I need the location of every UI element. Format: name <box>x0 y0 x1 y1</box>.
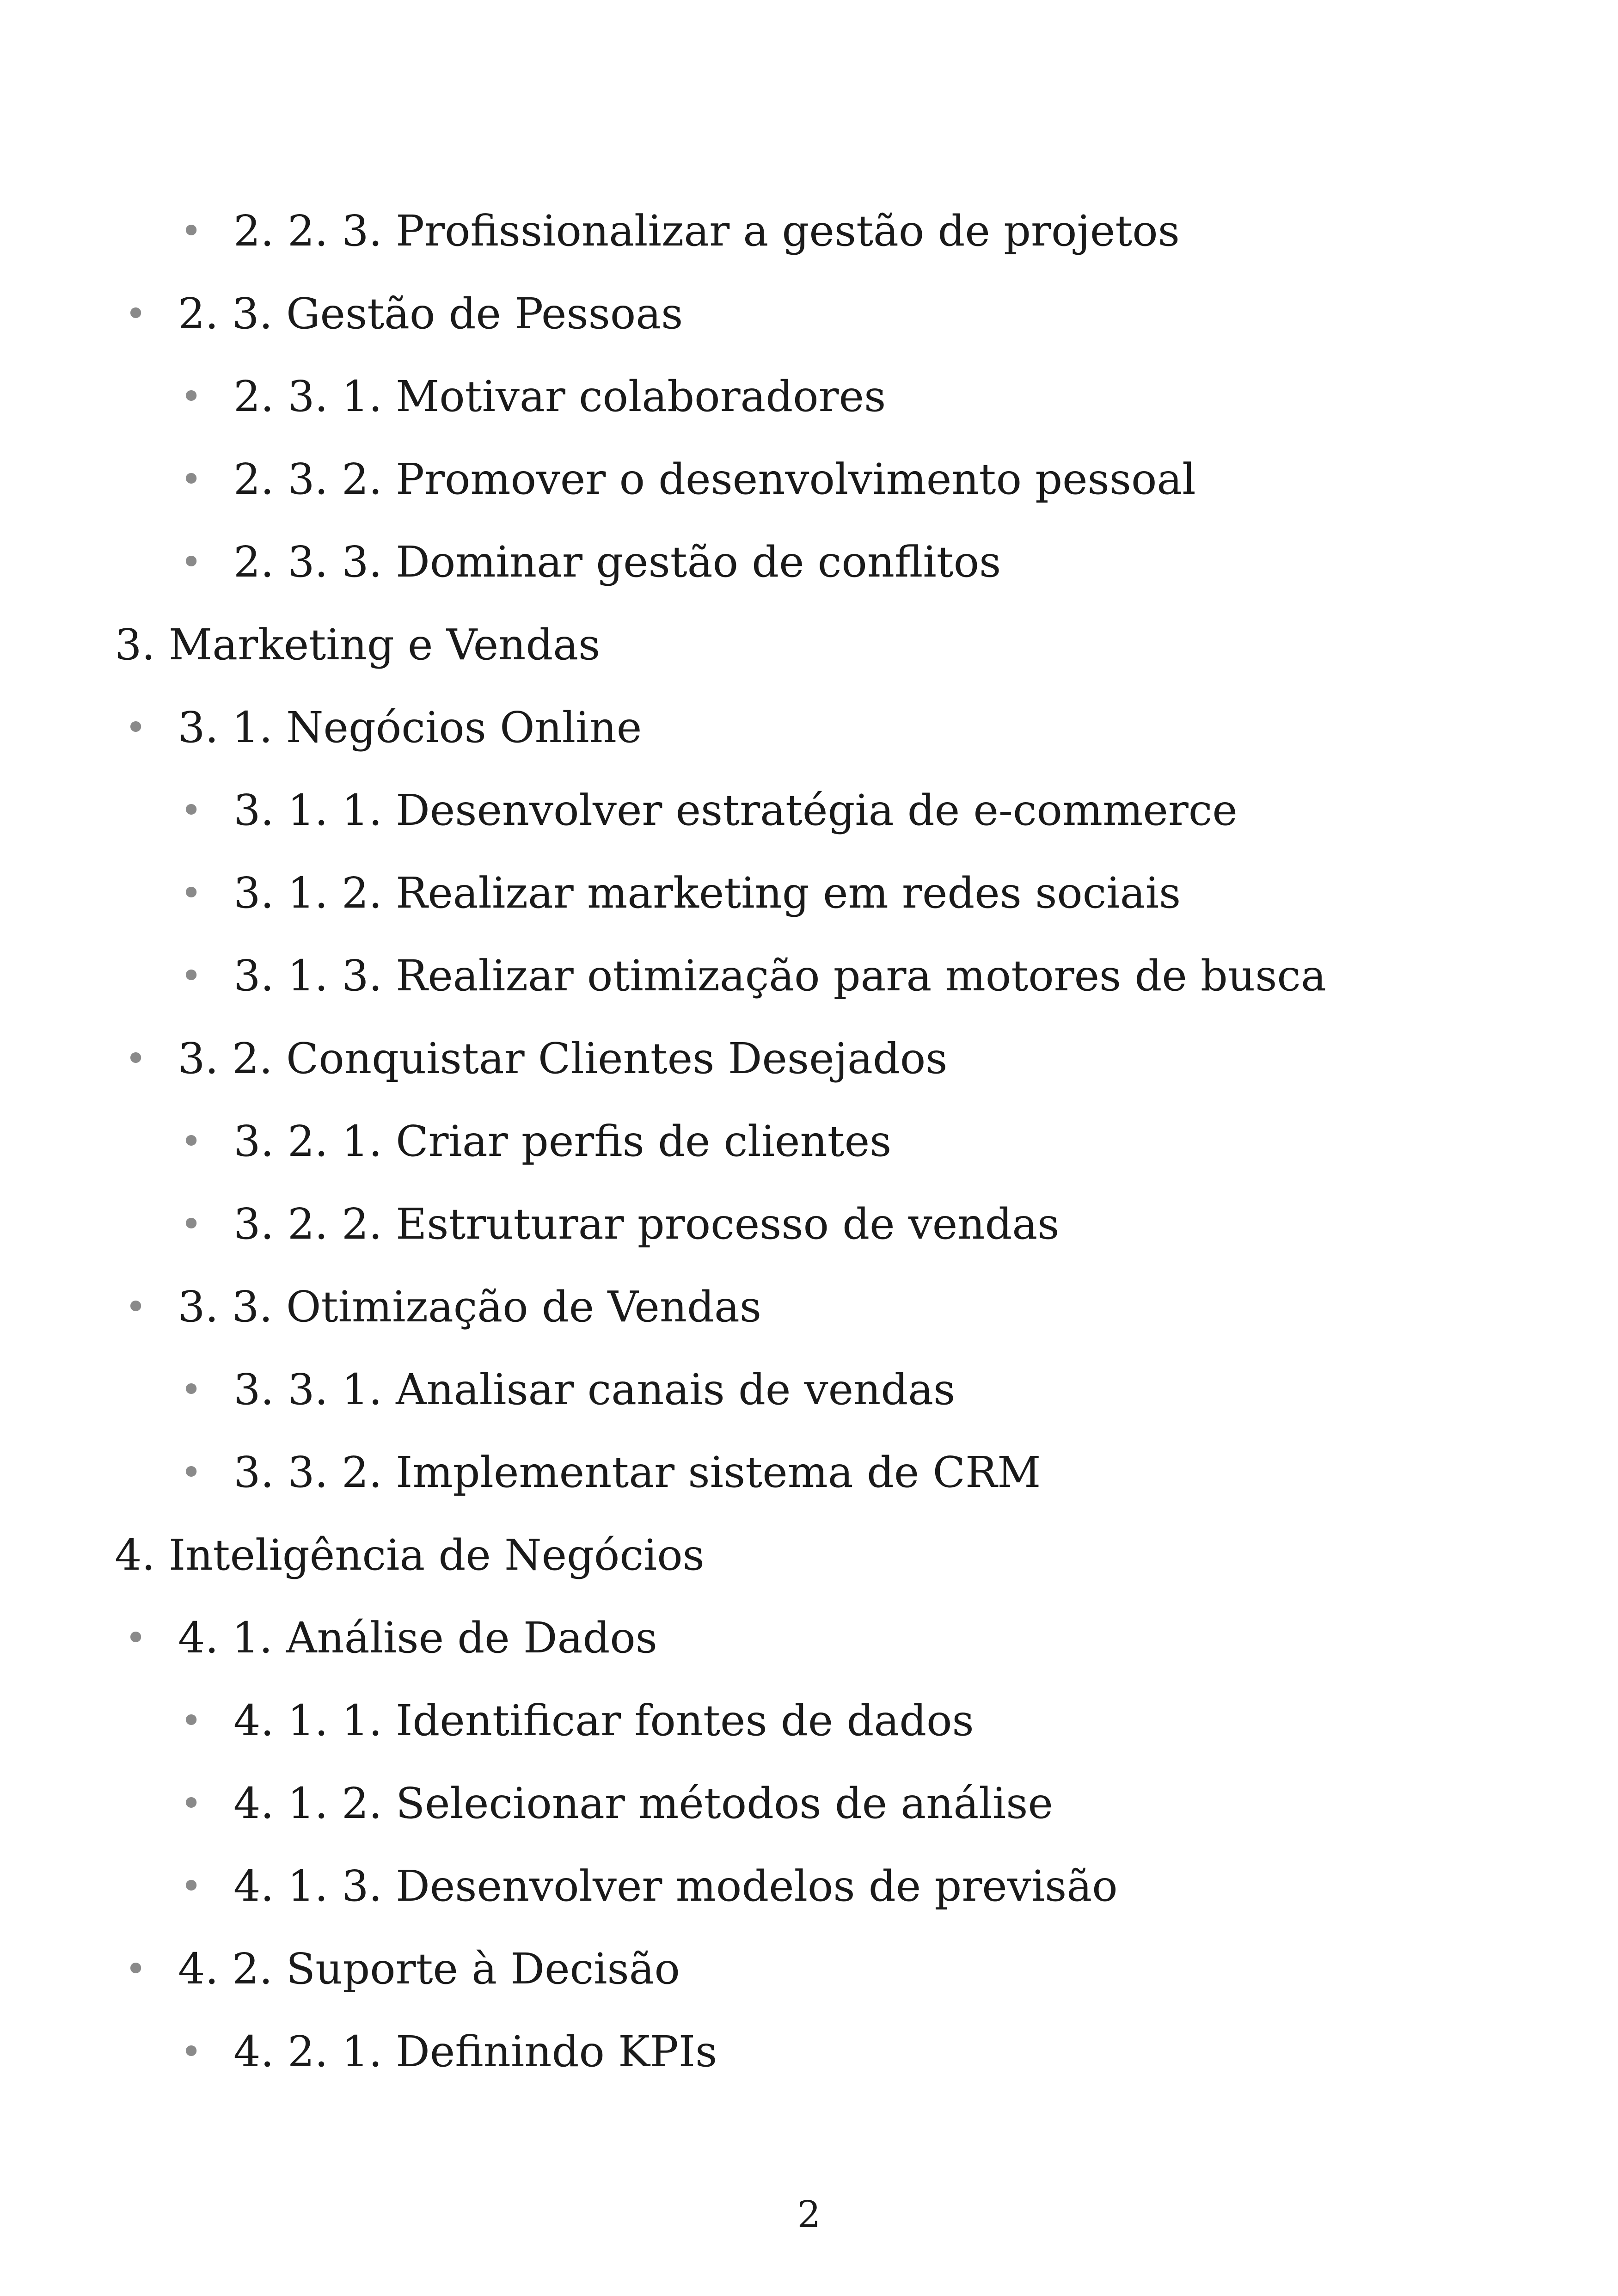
outline-item-text: 3. 3. 2. Implementar sistema de CRM <box>233 1448 1041 1497</box>
outline-item-text: 3. 3. 1. Analisar canais de vendas <box>233 1365 956 1414</box>
bullet-icon: • <box>180 872 202 915</box>
bullet-icon: • <box>180 1203 202 1246</box>
bullet-icon: • <box>125 706 147 749</box>
outline-item <box>180 852 1181 935</box>
bullet-icon: • <box>180 789 202 832</box>
outline-item <box>180 1762 1053 1845</box>
bullet-icon: • <box>180 1368 202 1411</box>
bullet-icon: • <box>180 1782 202 1825</box>
outline-item-text: 3. 3. Otimização de Vendas <box>178 1282 762 1332</box>
outline-item <box>180 521 1001 604</box>
outline-item <box>180 355 886 438</box>
bullet-icon: • <box>180 375 202 418</box>
outline-item-text: 2. 3. 3. Dominar gestão de conflitos <box>233 537 1001 587</box>
outline-item-text: 3. 1. 1. Desenvolver estratégia de e-commerce <box>233 786 1238 835</box>
outline-item <box>180 1679 974 1762</box>
outline-item <box>180 190 1180 273</box>
outline-heading <box>115 1514 705 1597</box>
outline-item <box>180 438 1196 521</box>
bullet-icon: • <box>180 1451 202 1494</box>
outline-item-text: 2. 2. 3. Profissionalizar a gestão de projetos <box>233 206 1180 256</box>
bullet-icon: • <box>180 458 202 501</box>
outline-item-text: 2. 3. 2. Promover o desenvolvimento pessoal <box>233 454 1196 504</box>
bullet-icon: • <box>180 2030 202 2073</box>
outline-item-text: 3. 2. 1. Criar perfis de clientes <box>233 1117 892 1166</box>
outline-item <box>125 686 642 769</box>
bullet-icon: • <box>125 292 147 335</box>
outline-item-text: 2. 3. 1. Motivar colaboradores <box>233 372 886 421</box>
bullet-icon: • <box>180 540 202 583</box>
outline-item <box>180 769 1238 852</box>
outline-item-text: 3. 2. 2. Estruturar processo de vendas <box>233 1199 1060 1249</box>
outline-item-text: 3. Marketing e Vendas <box>115 620 601 669</box>
outline-item <box>180 1100 891 1183</box>
outline-item <box>125 1017 947 1100</box>
outline-item <box>180 1431 1041 1514</box>
outline-item-text: 3. 2. Conquistar Clientes Desejados <box>178 1034 948 1083</box>
bullet-icon: • <box>180 1865 202 1908</box>
outline-item <box>180 1845 1118 1928</box>
bullet-icon: • <box>180 1699 202 1742</box>
outline-item <box>180 2010 717 2093</box>
outline-item-text: 4. 2. Suporte à Decisão <box>178 1944 680 1994</box>
outline-item-text: 4. 1. 3. Desenvolver modelos de previsão <box>233 1861 1118 1911</box>
bullet-icon: • <box>125 1285 147 1328</box>
outline-item <box>125 272 683 356</box>
bullet-icon: • <box>125 1037 147 1080</box>
outline-item-text: 4. 2. 1. Definindo KPIs <box>233 2027 717 2076</box>
bullet-icon: • <box>125 1947 147 1990</box>
outline-item <box>125 1928 680 2011</box>
outline-item <box>125 1596 657 1680</box>
bullet-icon: • <box>180 1120 202 1163</box>
outline-item-text: 3. 1. 2. Realizar marketing em redes sociais <box>233 868 1181 918</box>
page-number: 2 <box>797 2193 821 2236</box>
outline-item-text: 4. Inteligência de Negócios <box>115 1530 705 1580</box>
outline-item-text: 3. 1. 3. Realizar otimização para motores de busca <box>233 951 1326 1001</box>
outline-item <box>180 934 1326 1018</box>
bullet-icon: • <box>180 209 202 252</box>
outline-item-text: 4. 1. 1. Identificar fontes de dados <box>233 1696 974 1745</box>
bullet-icon: • <box>125 1616 147 1659</box>
outline-item <box>125 1265 761 1349</box>
outline-item <box>180 1348 955 1431</box>
outline-item <box>180 1183 1059 1266</box>
outline-heading <box>115 603 600 687</box>
outline-item-text: 4. 1. 2. Selecionar métodos de análise <box>233 1779 1053 1828</box>
outline-item-text: 2. 3. Gestão de Pessoas <box>178 289 683 338</box>
bullet-icon: • <box>180 954 202 997</box>
outline-item-text: 3. 1. Negócios Online <box>178 703 642 752</box>
outline-item-text: 4. 1. Análise de Dados <box>178 1613 658 1663</box>
